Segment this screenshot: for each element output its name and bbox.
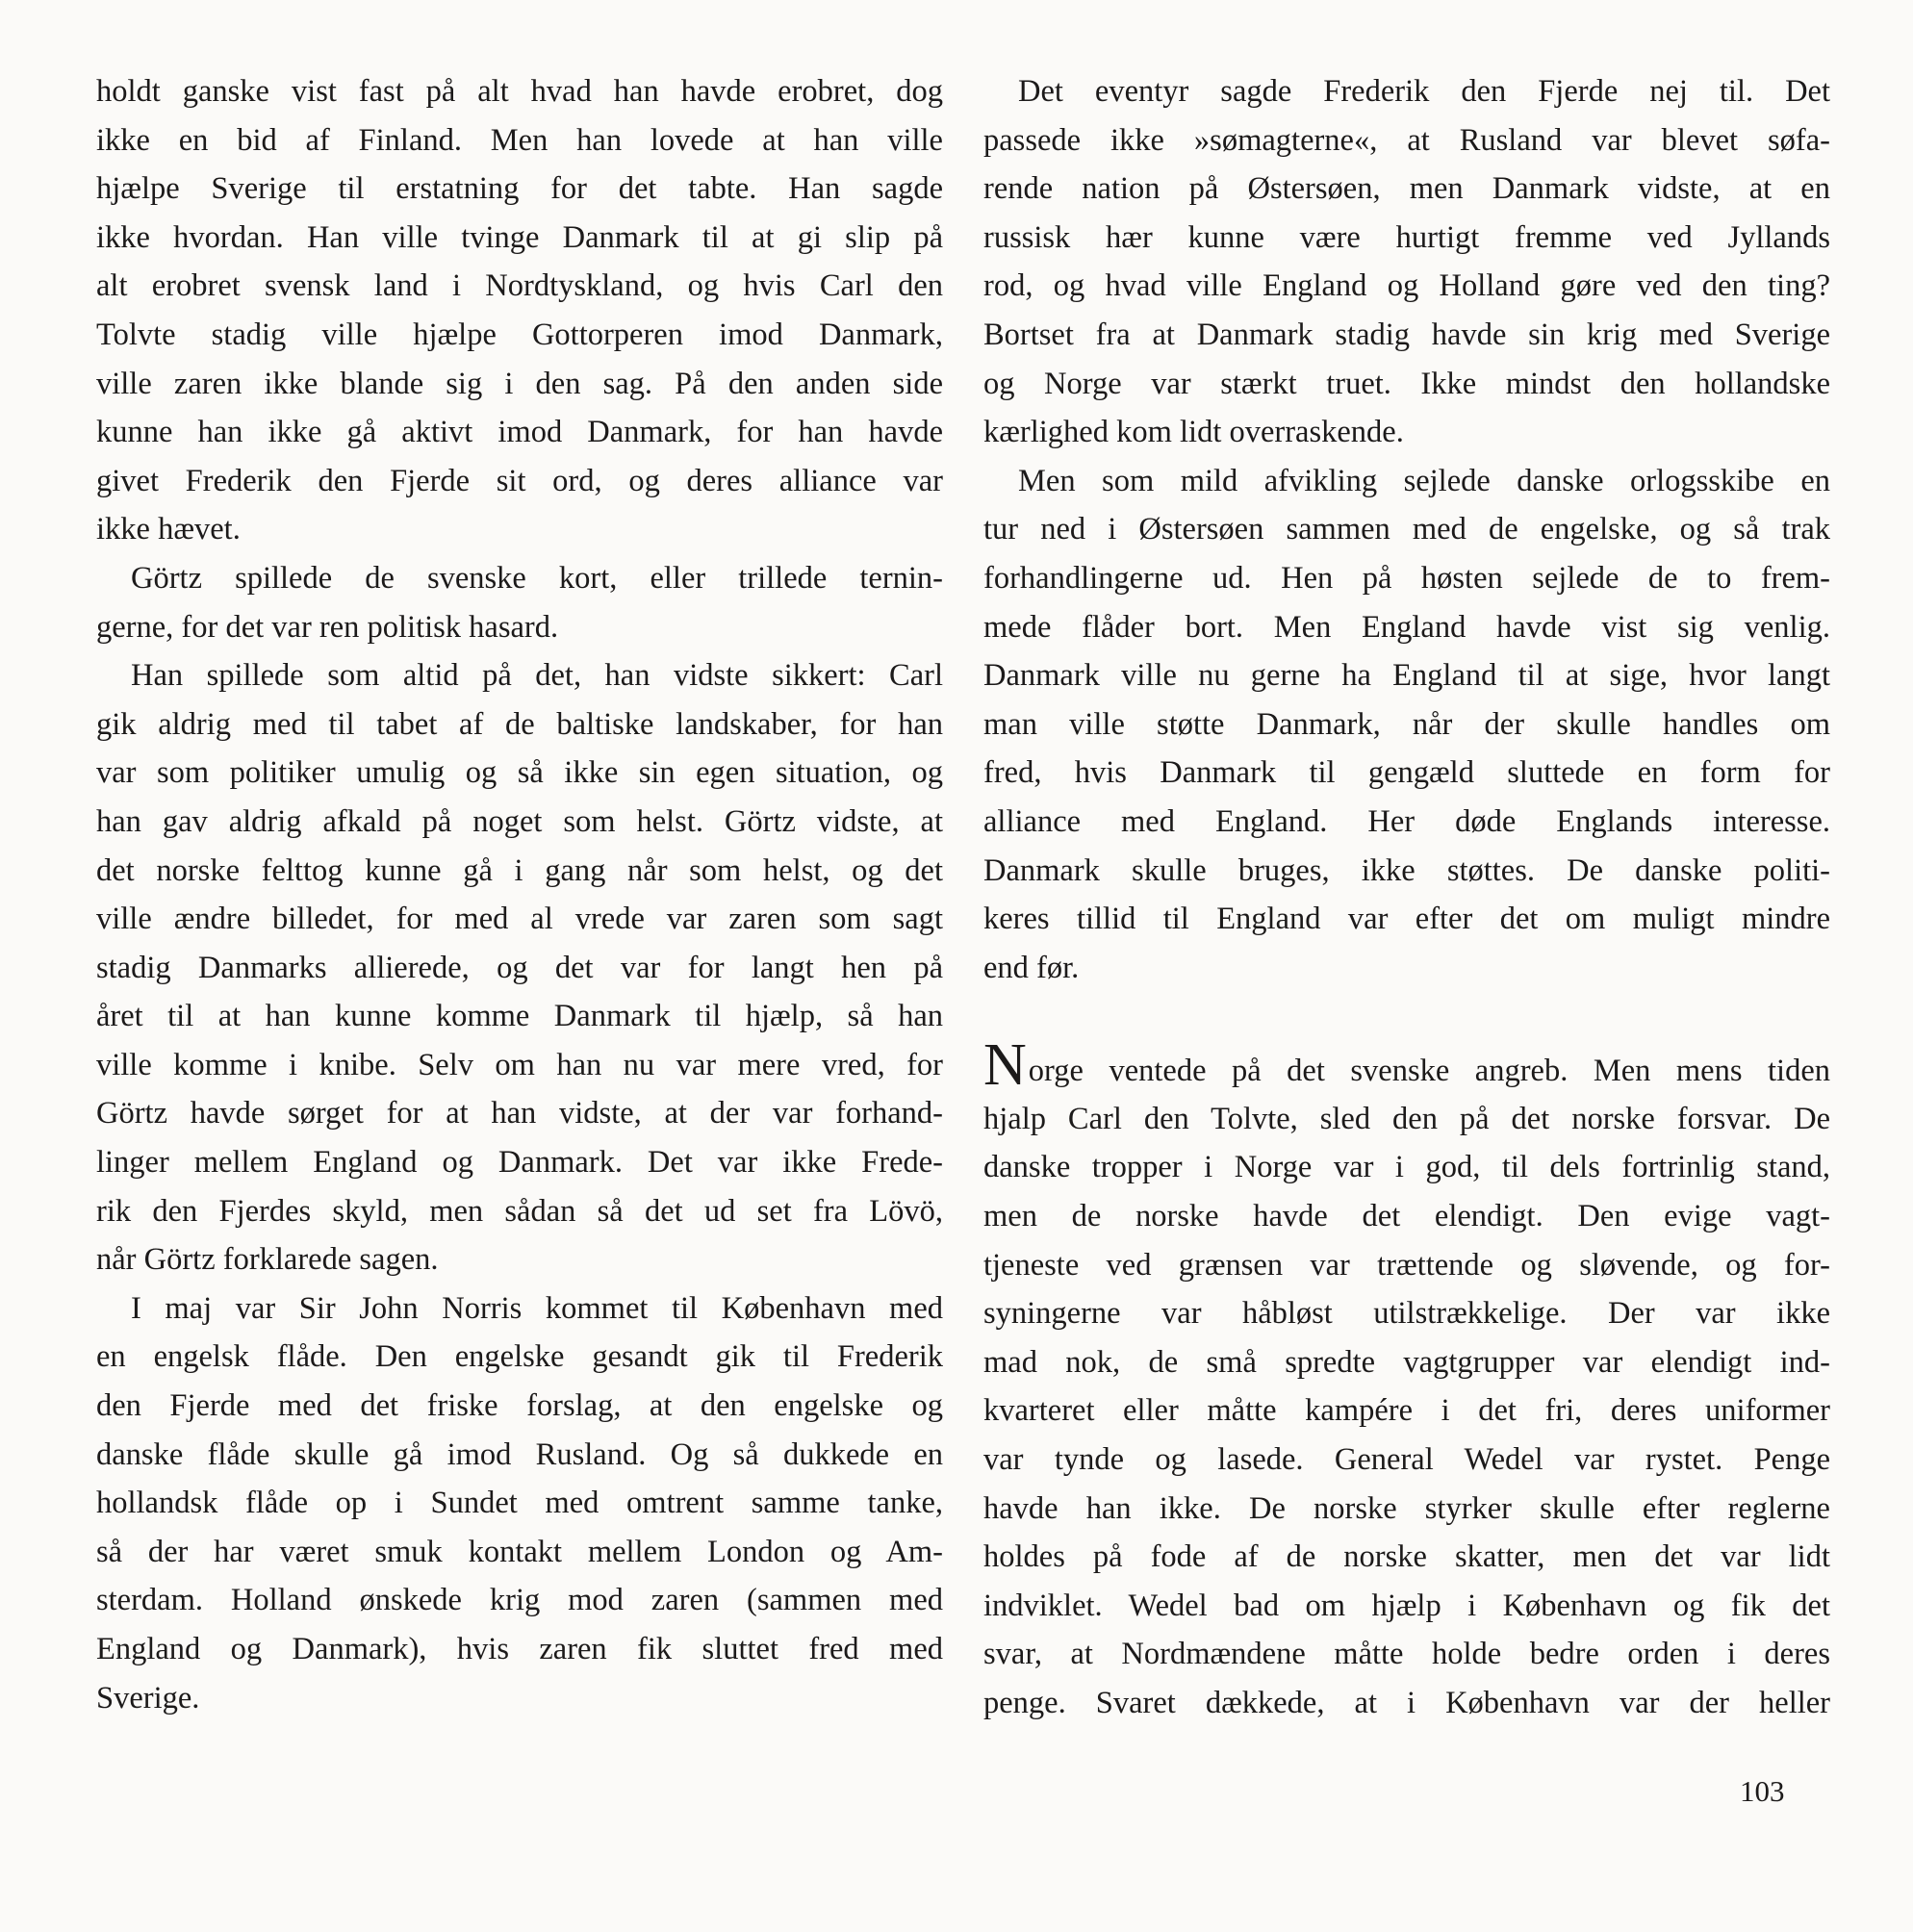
text-line: Sverige. [96,1680,200,1716]
text-line: fred, hvis Danmark til gengæld sluttede en form for [983,755,1830,791]
text-line: penge. Svaret dækkede, at i København var der heller [983,1686,1830,1720]
text-line: året til at han kunne komme Danmark til hjælp, så han [96,999,943,1034]
text-line: kvarteret eller måtte kampére i det fri, deres uniformer [983,1393,1830,1429]
text-line: når Görtz forklarede sagen. [96,1242,439,1278]
text-line: ville komme i knibe. Selv om han nu var mere vred, for [96,1047,943,1082]
text-line: Danmark ville nu gerne ha England til at sige, hvor langt [983,658,1830,694]
text-line: mede flåder bort. Men England havde vist sig venlig. [983,609,1830,645]
right-text-column [983,67,1830,1728]
text-line: ikke hvordan. Han ville tvinge Danmark til at gi slip på [96,219,943,255]
text-line: Bortset fra at Danmark stadig havde sin krig med Sverige [983,317,1830,352]
text-line: Görtz havde sørget for at han vidste, at der var forhand- [96,1096,943,1131]
text-line: Danmark skulle bruges, ikke støttes. De danske politi- [983,852,1830,888]
text-line: rende nation på Østersøen, men Danmark vidste, at en [983,171,1830,207]
text-line: hjælpe Sverige til erstatning for det tabte. Han sagde [96,171,943,207]
text-line: sterdam. Holland ønskede krig mod zaren (sammen med [96,1583,943,1618]
text-line: Han spillede som altid på det, han vidste sikkert: Carl [131,658,943,694]
section-break [983,992,1830,1046]
text-line: kunne han ikke gå aktivt imod Danmark, for han havde [96,415,943,450]
text-line: Men som mild afvikling sejlede danske orlogsskibe en [1018,463,1830,498]
text-line: hjalp Carl den Tolvte, sled den på det norske forsvar. De [983,1101,1830,1136]
text-line: ikke hævet. [96,512,241,547]
text-line: forhandlingerne ud. Hen på høsten sejlede de to frem- [983,560,1830,596]
text-line: så der har været smuk kontakt mellem London og Am- [96,1534,943,1569]
text-line: ville ændre billedet, for med al vrede var zaren som sagt [96,902,943,937]
text-line: passede ikke »sømagterne«, at Rusland var blevet søfa- [983,122,1830,158]
drop-cap-letter: N [983,1032,1027,1099]
text-line: ikke en bid af Finland. Men han lovede at han ville [96,122,943,158]
text-line: alliance med England. Her døde Englands interesse. [983,803,1830,839]
text-line: gerne, for det var ren politisk hasard. [96,609,559,645]
text-line: England og Danmark), hvis zaren fik sluttet fred med [96,1632,943,1666]
text-line: rik den Fjerdes skyld, men sådan så det ud set fra Lövö, [96,1193,943,1229]
text-line: mad nok, de små spredte vagtgrupper var elendigt ind- [983,1344,1830,1380]
text-line: end før. [983,950,1080,985]
text-line: alt erobret svensk land i Nordtyskland, og hvis Carl den [96,268,943,304]
text-line: Görtz spillede de svenske kort, eller trillede ternin- [131,560,943,596]
left-text-column [96,67,943,1722]
text-line: danske tropper i Norge var i god, til dels fortrinlig stand, [983,1150,1830,1185]
text-line: ville zaren ikke blande sig i den sag. På den anden side [96,366,943,401]
text-line: svar, at Nordmændene måtte holde bedre orden i deres [983,1637,1830,1672]
text-line: holdt ganske vist fast på alt hvad han havde erobret, dog [96,74,943,109]
text-line: han gav aldrig afkald på noget som helst. Görtz vidste, at [96,803,943,839]
text-line: det norske felttog kunne gå i gang når som helst, og det [96,852,943,888]
text-line: tjeneste ved grænsen var trættende og sløvende, og for- [983,1247,1830,1283]
text-line: Tolvte stadig ville hjælpe Gottorperen imod Danmark, [96,317,943,352]
text-line: givet Frederik den Fjerde sit ord, og deres alliance var [96,463,943,498]
text-line: stadig Danmarks allierede, og det var for langt hen på [96,950,943,985]
text-line: I maj var Sir John Norris kommet til København med [131,1290,943,1326]
text-line: men de norske havde det elendigt. Den evige vagt- [983,1199,1830,1234]
text-line: var som politiker umulig og så ikke sin egen situation, og [96,755,943,791]
right-column-second-part [983,1095,1830,1728]
text-line: linger mellem England og Danmark. Det var ikke Frede- [96,1145,943,1181]
text-line: og Norge var stærkt truet. Ikke mindst den hollandske [983,366,1830,401]
text-line: hollandsk flåde op i Sundet med omtrent samme tanke, [96,1486,943,1521]
text-line: indviklet. Wedel bad om hjælp i København og fik det [983,1588,1830,1623]
text-line: Det eventyr sagde Frederik den Fjerde nej til. Det [1018,74,1830,109]
drop-cap-line-text: orge ventede på det svenske angreb. Men mens tiden [1028,1054,1830,1089]
text-line: tur ned i Østersøen sammen med de engelske, og så trak [983,512,1830,547]
text-line: var tynde og lasede. General Wedel var rystet. Penge [983,1442,1830,1478]
text-line: en engelsk flåde. Den engelske gesandt gik til Frederik [96,1339,943,1375]
text-line: keres tillid til England var efter det om muligt mindre [983,902,1830,937]
text-line: danske flåde skulle gå imod Rusland. Og så dukkede en [96,1436,943,1472]
text-line: den Fjerde med det friske forslag, at den engelske og [96,1388,943,1424]
text-line: havde han ikke. De norske styrker skulle efter reglerne [983,1490,1830,1526]
text-line: gik aldrig med til tabet af de baltiske landskaber, for han [96,706,943,742]
text-line: holdes på fode af de norske skatter, men det var lidt [983,1539,1830,1575]
drop-cap-line [983,1032,1830,1099]
right-column-first-part [983,67,1830,992]
text-line: rod, og hvad ville England og Holland gøre ved den ting? [983,268,1830,304]
text-line: kærlighed kom lidt overraskende. [983,415,1404,450]
text-line: russisk hær kunne være hurtigt fremme ved Jyllands [983,219,1830,255]
text-line: man ville støtte Danmark, når der skulle handles om [983,706,1830,742]
page-number: 103 [1740,1774,1785,1808]
text-line: syningerne var håbløst utilstrækkelige. Der var ikke [983,1296,1830,1332]
